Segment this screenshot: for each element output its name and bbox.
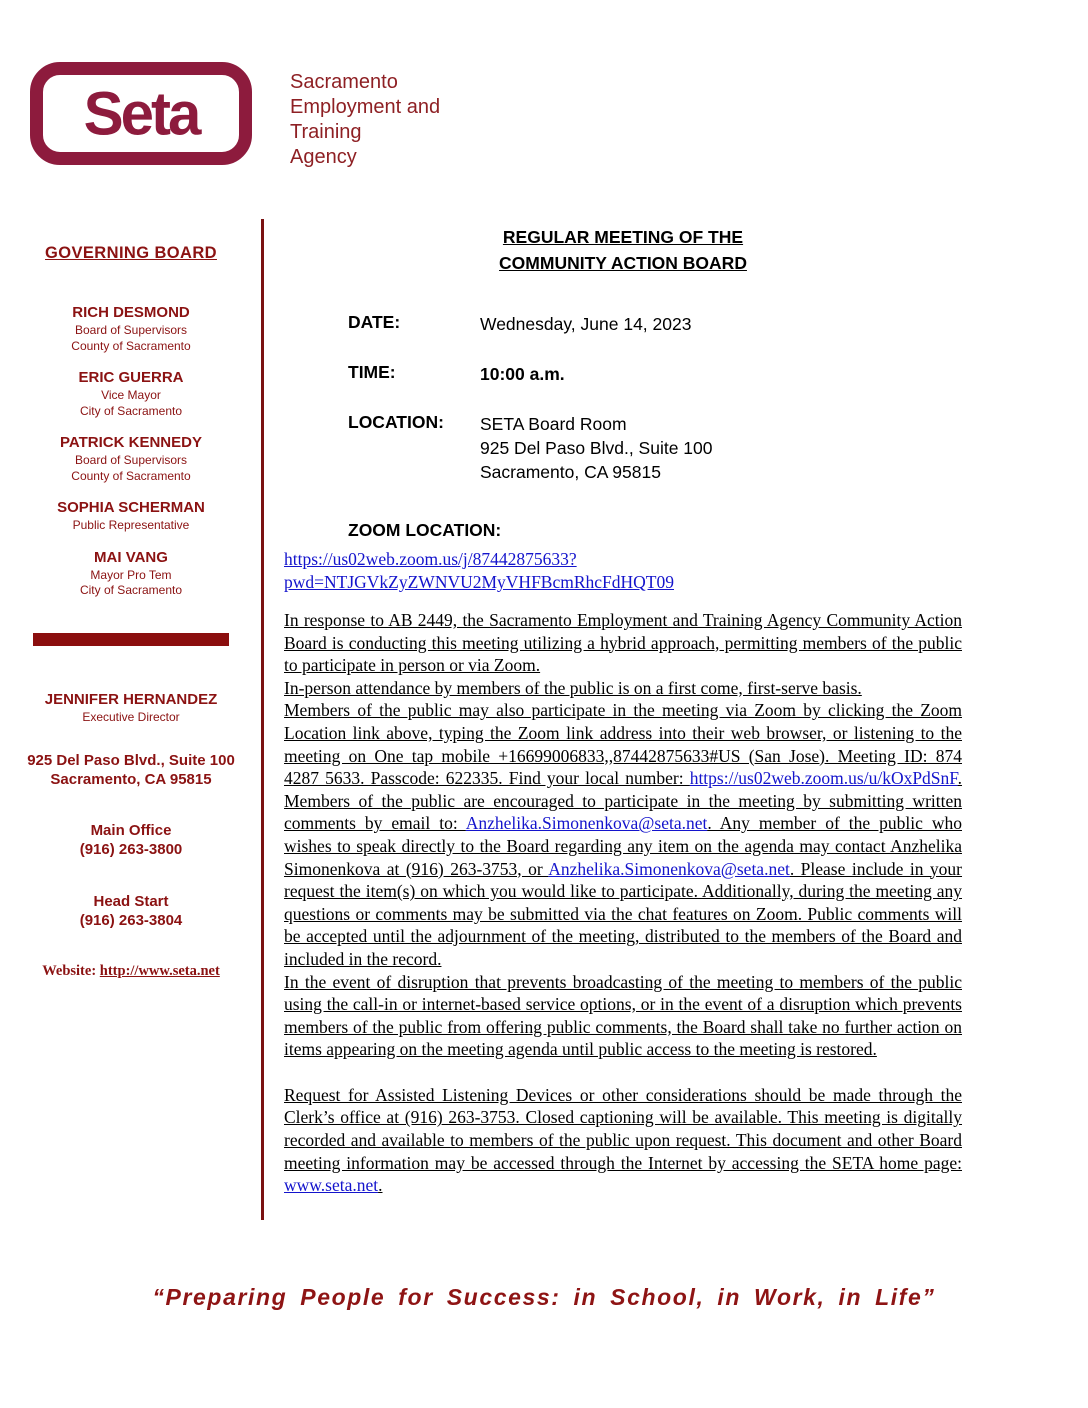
executive-director-title: Executive Director [82, 709, 180, 724]
head-start-label: Head Start [93, 893, 169, 910]
notice-paragraph [284, 971, 962, 1061]
notice-paragraph [284, 609, 962, 677]
board-member-role: Board of Supervisors [74, 453, 188, 467]
board-member-org: County of Sacramento [71, 468, 191, 483]
paragraph-text: . Any member of the public who wishes to speak directly to the Board regarding any item on the agenda may contact Anzhelika Simonenkova at (916) 263-3753, or [284, 813, 962, 879]
governing-board-sidebar [25, 244, 237, 980]
office-address [25, 751, 237, 789]
board-member-role: Mayor Pro Tem [90, 567, 172, 582]
board-member-org: County of Sacramento [71, 338, 191, 353]
location-row [284, 412, 962, 484]
main-office-contact [25, 821, 237, 859]
board-member-role: Public Representative [72, 518, 190, 532]
website-link[interactable]: http://www.seta.net [99, 963, 220, 979]
location-value [480, 412, 713, 484]
board-member-name: ERIC GUERRA [78, 369, 184, 386]
agency-name [290, 70, 440, 170]
agency-name-line: Employment and [290, 96, 441, 118]
sidebar-divider-bar [33, 633, 229, 646]
footer-motto [0, 1284, 1088, 1311]
board-member [25, 498, 237, 534]
agency-name-line: Training [290, 121, 362, 143]
main-office-phone: (916) 263-3800 [79, 841, 183, 858]
main-office-label: Main Office [90, 822, 172, 839]
meeting-notice [284, 224, 962, 1197]
meeting-meta [284, 312, 962, 484]
notice-paragraph [284, 677, 962, 700]
board-member [25, 548, 237, 599]
executive-director-name: JENNIFER HERNANDEZ [44, 690, 218, 708]
paragraph-text: In the event of disruption that prevents broadcasting of the meeting to members of the public using the call-in or internet-based service options, or in the event of a disruption which prevents members of the public from offering public comments, the Board shall take no further action on items appearing on the meeting agenda until public access to the meeting is restored. [284, 971, 962, 1060]
date-row [284, 312, 962, 336]
location-line: 925 Del Paso Blvd., Suite 100 [480, 438, 713, 458]
board-member [25, 368, 237, 419]
board-member-role: Vice Mayor [101, 388, 161, 402]
board-member-name: PATRICK KENNEDY [60, 434, 202, 451]
website-line [25, 963, 237, 980]
agency-name-line: Sacramento [290, 71, 398, 93]
zoom-location-heading: ZOOM LOCATION: [348, 520, 502, 540]
notice-paragraph [284, 699, 962, 970]
footer-motto-text: “Preparing People for Success: in School, in Work, in Life” [152, 1284, 936, 1310]
head-start-phone: (916) 263-3804 [79, 912, 183, 929]
paragraph-text: . [378, 1175, 383, 1196]
date-label: DATE: [348, 312, 401, 332]
location-line: SETA Board Room [480, 414, 627, 434]
time-value: 10:00 a.m. [480, 364, 565, 384]
executive-director [25, 690, 237, 726]
time-label: TIME: [348, 362, 396, 382]
head-start-contact [25, 892, 237, 930]
agency-name-line: Agency [290, 146, 357, 168]
board-member-role: Board of Supervisors [74, 323, 188, 337]
board-member [25, 433, 237, 484]
document-title-line1: REGULAR MEETING OF THE [502, 227, 744, 247]
paragraph-text: Members of the public may also participate in the meeting via Zoom by clicking the Zoom Location link above, typing the Zoom link address into their web browser, or listening to the meeting on One tap mobile +16699006833,,87442875633#US (San Jose). Meeting ID: 874 4287 5633. Passcode: 622335. Find your local number: [284, 700, 962, 789]
column-divider [261, 219, 264, 1220]
seta-logo-text: Seta [83, 78, 199, 148]
board-member-org: City of Sacramento [79, 583, 183, 597]
location-label: LOCATION: [348, 412, 444, 432]
board-member-name: RICH DESMOND [72, 304, 190, 321]
governing-board-title: GOVERNING BOARD [45, 244, 217, 262]
board-member-org: City of Sacramento [79, 403, 183, 418]
location-line: Sacramento, CA 95815 [480, 462, 661, 482]
document-title-line2: COMMUNITY ACTION BOARD [499, 253, 747, 273]
inline-link[interactable]: www.seta.net [284, 1175, 379, 1196]
zoom-meeting-link[interactable]: https://us02web.zoom.us/j/87442875633?pwd=NTJGVkZyZWNVU2MyVHFBcmRhcFdHQT09 [284, 549, 674, 592]
office-address-line: 925 Del Paso Blvd., Suite 100 [27, 752, 235, 769]
inline-link[interactable]: Anzhelika.Simonenkova@seta.net [548, 858, 790, 879]
paragraph-text: In-person attendance by members of the public is on a first come, first-serve basis. [284, 677, 862, 698]
time-row [284, 362, 962, 386]
date-value: Wednesday, June 14, 2023 [480, 314, 692, 334]
board-member-name: SOPHIA SCHERMAN [57, 499, 205, 516]
seta-logo [30, 62, 252, 165]
paragraph-text: . Members of the public are encouraged to participate in the meeting by submitting written comments by email to: [284, 768, 962, 834]
board-member-name: MAI VANG [94, 548, 168, 566]
paragraph-text: In response to AB 2449, the Sacramento Employment and Training Agency Community Action Board is conducting this meeting utilizing a hybrid approach, permitting members of the public to participate in person or via Zoom. [284, 610, 962, 676]
document-title [284, 224, 962, 276]
inline-link[interactable]: Anzhelika.Simonenkova@seta.net [465, 813, 708, 834]
board-member [25, 303, 237, 354]
notice-paragraph [284, 1084, 962, 1197]
paragraph-text: . Please include in your request the item(s) on which you would like to participate. Additionally, during the meeting any questions or comments may be submitted via the chat features on Zoom. Public comments will be accepted until the adjournment of the meeting, distributed to the members of the Board and included in the record. [284, 858, 963, 969]
inline-link[interactable]: https://us02web.zoom.us/u/kOxPdSnF [689, 768, 958, 789]
notice-body [284, 609, 962, 1197]
office-address-line: Sacramento, CA 95815 [50, 771, 212, 788]
paragraph-text: Request for Assisted Listening Devices or other considerations should be made through the Clerk’s office at (916) 263-3753. Closed captioning will be available. This meeting is digitally recorded and available to members of the public upon request. This document and other Board meeting information may be accessed through the Internet by accessing the SETA home page: [284, 1084, 962, 1173]
website-label: Website: [42, 963, 97, 979]
